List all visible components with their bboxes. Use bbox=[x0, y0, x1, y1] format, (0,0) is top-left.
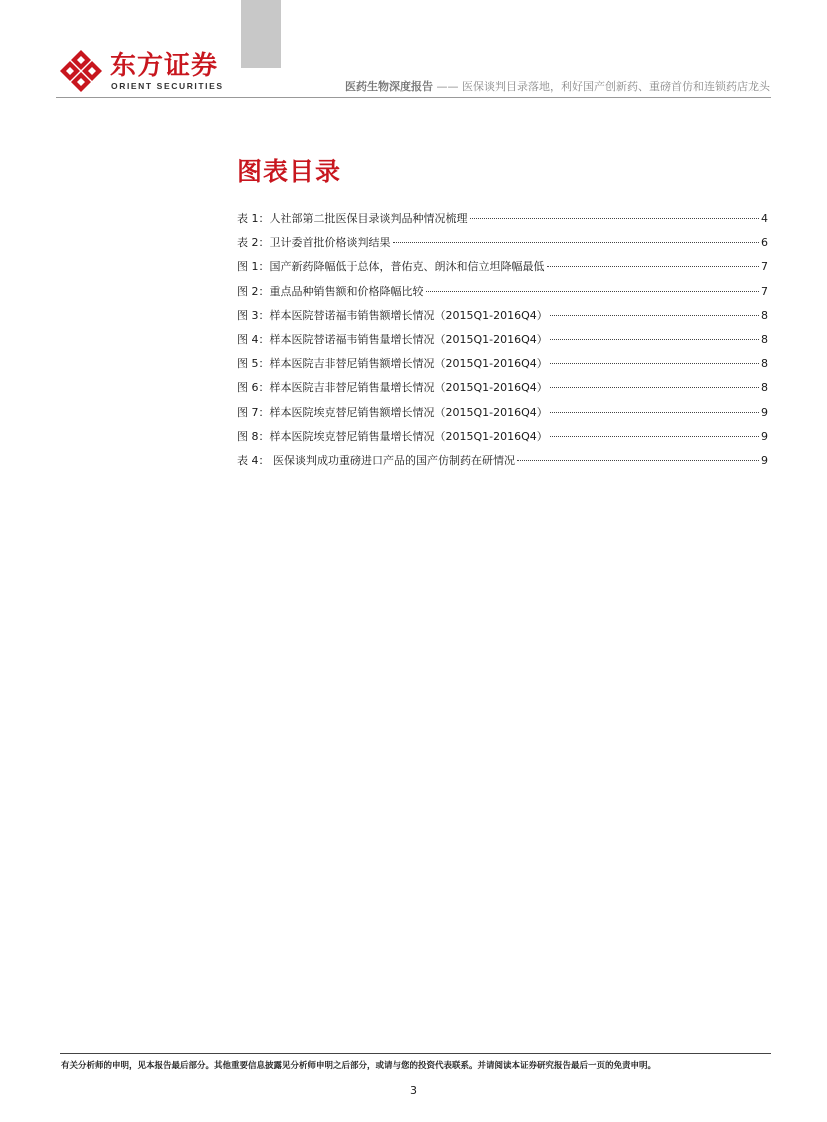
toc-item-label: 图 8：样本医院埃克替尼销售量增长情况（2015Q1-2016Q4） bbox=[237, 429, 548, 443]
toc-leader-dots bbox=[547, 266, 760, 267]
toc-item-page: 4 bbox=[761, 212, 768, 225]
toc-item-page: 8 bbox=[761, 381, 768, 395]
toc-item-page: 9 bbox=[761, 429, 768, 443]
company-logo bbox=[58, 48, 228, 94]
logo-name-en: ORIENT SECURITIES bbox=[111, 81, 224, 91]
toc-item[interactable] bbox=[237, 307, 768, 331]
toc-item[interactable] bbox=[237, 428, 768, 452]
page-number: 3 bbox=[410, 1084, 417, 1097]
toc-item-label: 表 4： 医保谈判成功重磅进口产品的国产仿制药在研情况 bbox=[237, 453, 515, 467]
report-subtitle: 医保谈判目录落地，利好国产创新药、重磅首仿和连锁药店龙头 bbox=[462, 80, 770, 93]
toc-item[interactable] bbox=[237, 404, 768, 428]
toc-leader-dots bbox=[393, 242, 760, 243]
toc-item[interactable] bbox=[237, 210, 768, 234]
toc-item-page: 8 bbox=[761, 308, 768, 322]
toc-item-label: 表 1：人社部第二批医保目录谈判品种情况梳理 bbox=[237, 212, 468, 225]
toc-item-page: 9 bbox=[761, 453, 768, 467]
orient-logo-icon bbox=[58, 48, 104, 94]
toc-item[interactable] bbox=[237, 355, 768, 379]
toc-item[interactable] bbox=[237, 452, 768, 476]
header-separator: —— bbox=[433, 80, 462, 93]
footer-disclaimer: 有关分析师的申明，见本报告最后部分。其他重要信息披露见分析师申明之后部分，或请与您的投资代表联系。并请阅读本证券研究报告最后一页的免责申明。 bbox=[61, 1061, 657, 1071]
report-header bbox=[345, 80, 770, 94]
footer-divider bbox=[60, 1053, 771, 1054]
toc-leader-dots bbox=[470, 218, 760, 219]
toc-item-label: 图 5：样本医院吉非替尼销售额增长情况（2015Q1-2016Q4） bbox=[237, 357, 548, 371]
toc-item[interactable] bbox=[237, 331, 768, 355]
toc-item-page: 9 bbox=[761, 405, 768, 419]
toc-leader-dots bbox=[550, 315, 759, 316]
toc-item-label: 图 4：样本医院替诺福韦销售量增长情况（2015Q1-2016Q4） bbox=[237, 332, 548, 346]
toc-item-page: 8 bbox=[761, 357, 768, 371]
toc-item[interactable] bbox=[237, 258, 768, 282]
toc-item-label: 图 1：国产新药降幅低于总体，普佑克、朗沐和信立坦降幅最低 bbox=[237, 260, 545, 274]
toc-item-page: 7 bbox=[761, 284, 768, 298]
toc-leader-dots bbox=[517, 460, 759, 461]
toc-item-label: 图 7：样本医院埃克替尼销售额增长情况（2015Q1-2016Q4） bbox=[237, 405, 548, 419]
toc-leader-dots bbox=[550, 436, 759, 437]
toc-item-page: 8 bbox=[761, 332, 768, 346]
toc-item[interactable] bbox=[237, 234, 768, 258]
toc-item-label: 图 3：样本医院替诺福韦销售额增长情况（2015Q1-2016Q4） bbox=[237, 308, 548, 322]
toc-item-page: 6 bbox=[761, 236, 768, 250]
toc-leader-dots bbox=[550, 339, 759, 340]
header-tab-decoration bbox=[241, 0, 281, 68]
toc-item-label: 图 6：样本医院吉非替尼销售量增长情况（2015Q1-2016Q4） bbox=[237, 381, 548, 395]
toc-item[interactable] bbox=[237, 283, 768, 307]
toc-title: 图表目录 bbox=[237, 157, 342, 186]
toc-item-label: 图 2：重点品种销售额和价格降幅比较 bbox=[237, 284, 424, 298]
toc-item[interactable] bbox=[237, 379, 768, 403]
header-divider bbox=[56, 97, 771, 98]
toc-leader-dots bbox=[550, 387, 759, 388]
toc-item-page: 7 bbox=[761, 260, 768, 274]
toc-item-label: 表 2：卫计委首批价格谈判结果 bbox=[237, 236, 391, 250]
logo-name-cn: 东方证券 bbox=[110, 51, 219, 81]
toc-leader-dots bbox=[550, 363, 759, 364]
report-type: 医药生物深度报告 bbox=[345, 80, 433, 93]
toc-leader-dots bbox=[550, 412, 759, 413]
toc-list bbox=[237, 210, 768, 476]
toc-leader-dots bbox=[426, 291, 760, 292]
